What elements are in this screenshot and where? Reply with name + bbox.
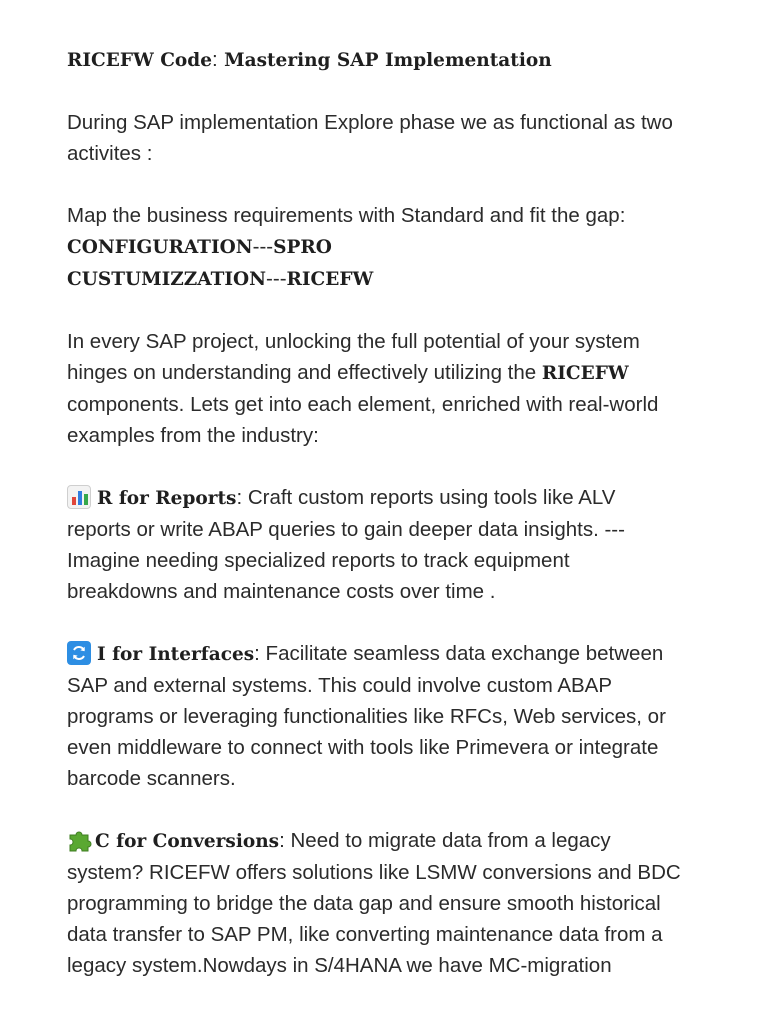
interfaces-line-5: barcode scanners.	[67, 767, 236, 790]
reports-line-1-text: : Craft custom reports using tools like ALV	[236, 486, 616, 509]
mapping-paragraph	[67, 200, 702, 295]
conversions-line-1	[67, 825, 702, 857]
refresh-icon	[67, 641, 91, 665]
interfaces-line-1	[67, 638, 702, 670]
intro-line-2: activites :	[67, 142, 153, 165]
interfaces-heading: I for Interfaces	[97, 644, 255, 665]
reports-line-4: breakdowns and maintenance costs over time .	[67, 580, 496, 603]
interfaces-line-4: even middleware to connect with tools like Primevera or integrate	[67, 736, 659, 759]
document-title	[67, 44, 702, 76]
conversions-line-2: system? RICEFW offers solutions like LSMW conversions and BDC	[67, 861, 681, 884]
conversions-line-5: legacy system.Nowdays in S/4HANA we have MC-migration	[67, 954, 612, 977]
reports-heading: R for Reports	[97, 488, 237, 509]
interfaces-line-1-text: : Facilitate seamless data exchange between	[254, 642, 664, 665]
potential-line-2-text: hinges on understanding and effectively utilizing the	[67, 361, 542, 384]
intro-line-1: During SAP implementation Explore phase we as functional as two	[67, 111, 673, 134]
conversions-section	[67, 825, 702, 981]
title-colon: :	[211, 48, 218, 71]
puzzle-piece-icon	[67, 828, 93, 852]
interfaces-line-3: programs or leveraging functionalities like RFCs, Web services, or	[67, 705, 666, 728]
potential-line-2	[67, 357, 702, 389]
configuration-label: CONFIGURATION	[67, 237, 253, 258]
conversions-line-4: data transfer to SAP PM, like converting maintenance data from a	[67, 923, 663, 946]
potential-line-4: examples from the industry:	[67, 424, 319, 447]
intro-paragraph	[67, 107, 702, 169]
interfaces-section	[67, 638, 702, 794]
configuration-value: SPRO	[273, 237, 332, 258]
title-code-term: RICEFW Code	[67, 50, 212, 71]
reports-line-3: Imagine needing specialized reports to track equipment	[67, 549, 570, 572]
customization-separator: ---	[266, 267, 287, 290]
bar-chart-icon	[67, 485, 91, 509]
interfaces-line-2: SAP and external systems. This could involve custom ABAP	[67, 674, 613, 697]
conversions-heading: C for Conversions	[95, 831, 280, 852]
configuration-row	[67, 231, 702, 263]
conversions-line-1-text: : Need to migrate data from a legacy	[279, 829, 611, 852]
potential-line-3: components. Lets get into each element, enriched with real-world	[67, 393, 659, 416]
potential-paragraph	[67, 326, 702, 451]
reports-section	[67, 482, 702, 607]
title-subject: Mastering SAP Implementation	[217, 50, 552, 71]
customization-row	[67, 263, 702, 295]
reports-line-2: reports or write ABAP queries to gain deeper data insights. ---	[67, 518, 625, 541]
customization-label: CUSTUMIZZATION	[67, 269, 267, 290]
customization-value: RICEFW	[286, 269, 374, 290]
conversions-line-3: programming to bridge the data gap and ensure smooth historical	[67, 892, 661, 915]
reports-line-1	[67, 482, 702, 514]
potential-line-1: In every SAP project, unlocking the full potential of your system	[67, 330, 640, 353]
configuration-separator: ---	[252, 235, 274, 258]
potential-ricefw-term: RICEFW	[541, 363, 629, 384]
mapping-line-1: Map the business requirements with Standard and fit the gap:	[67, 204, 626, 227]
